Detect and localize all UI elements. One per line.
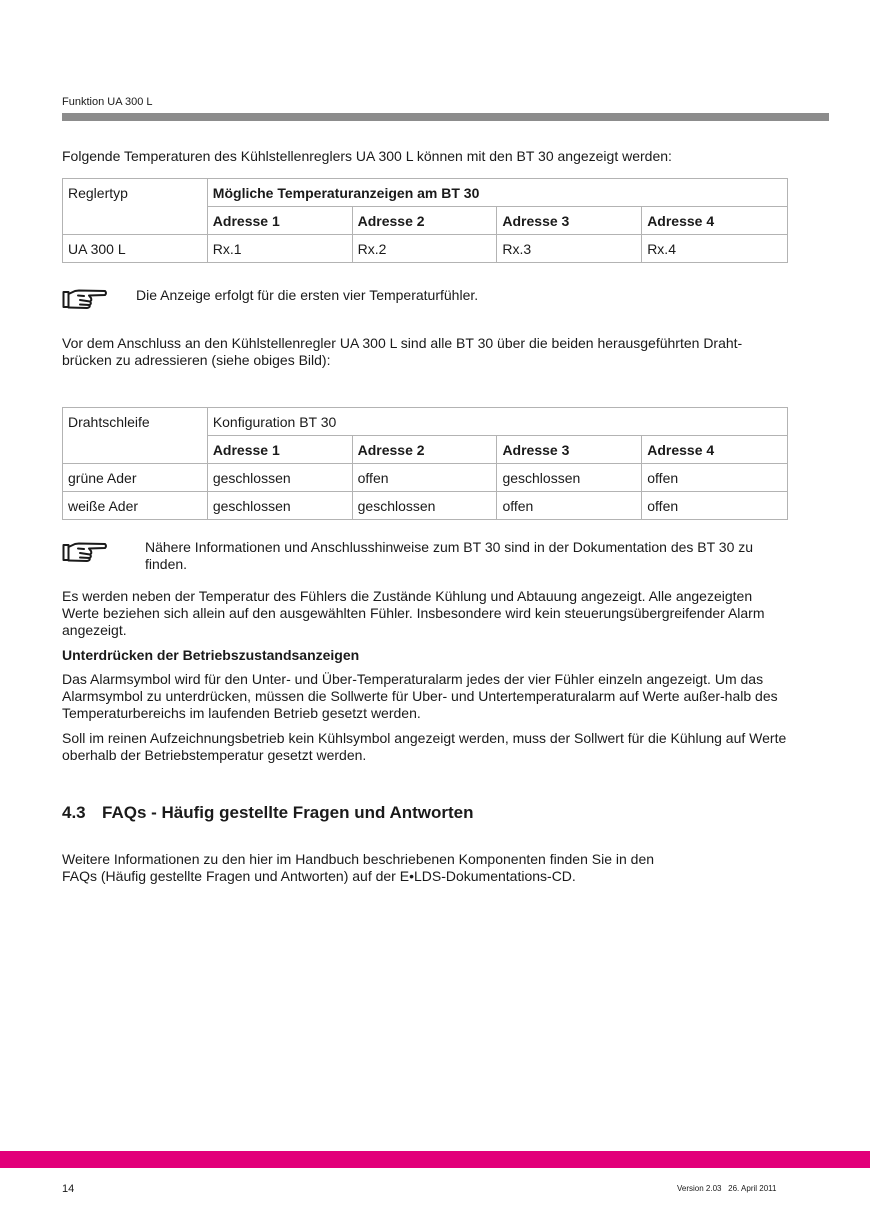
note-first-sensors: Die Anzeige erfolgt für die ersten vier Temperaturfühler. — [136, 287, 479, 303]
table-cell: offen — [642, 492, 788, 520]
temperature-display-table — [62, 178, 788, 263]
wire-configuration-table — [62, 407, 788, 520]
paragraph-faq-line-1: Weitere Informationen zu den hier im Handbuch beschriebenen Komponenten finden Sie in den — [62, 851, 655, 867]
table-row — [63, 235, 788, 263]
table-header-address-1: Adresse 1 — [207, 436, 352, 464]
table-cell: Rx.2 — [352, 235, 497, 263]
table-header-address-4: Adresse 4 — [642, 436, 788, 464]
version-info: Version 2.03 26. April 2011 — [677, 1184, 777, 1193]
paragraph-cooling: Soll im reinen Aufzeichnungsbetrieb kein Kühlsymbol angezeigt werden, muss der Sollwert für die Kühlung auf Werte oberhalb der Betriebstemperatur gesetzt werden. — [62, 730, 787, 763]
paragraph-faq-line-2: FAQs (Häufig gestellte Fragen und Antworten) auf der E•LDS-Dokumentations-CD. — [62, 868, 576, 884]
table-header-address-3: Adresse 3 — [497, 436, 642, 464]
note-bt30-documentation: Nähere Informationen und Anschlusshinweise zum BT 30 sind in der Dokumentation des BT 30 zu finden. — [145, 539, 754, 572]
table-cell: offen — [352, 464, 497, 492]
table-cell: Rx.1 — [207, 235, 352, 263]
section-title: FAQs - Häufig gestellte Fragen und Antworten — [102, 803, 474, 822]
table-cell: Rx.4 — [642, 235, 788, 263]
table-header-address-2: Adresse 2 — [352, 207, 497, 235]
header-title: Funktion UA 300 L — [62, 96, 153, 108]
table-header-address-3: Adresse 3 — [497, 207, 642, 235]
table-header-address-4: Adresse 4 — [642, 207, 788, 235]
pointing-hand-icon — [62, 541, 108, 563]
pointing-hand-icon — [62, 288, 108, 310]
section-heading — [62, 803, 474, 823]
table-cell-label: UA 300 L — [63, 235, 208, 263]
header-bar — [62, 113, 829, 121]
table-cell: geschlossen — [497, 464, 642, 492]
paragraph-states: Es werden neben der Temperatur des Fühlers die Zustände Kühlung und Abtauung angezeigt. Alle angezeigten Werte beziehen sich allein auf den ausgewählten Fühler. Insbesondere wird kein steuerungsübergreifender Alarm angezeigt. — [62, 588, 765, 638]
table-header-address-2: Adresse 2 — [352, 436, 497, 464]
table-cell: geschlossen — [207, 492, 352, 520]
table-row — [63, 464, 788, 492]
table-cell: geschlossen — [207, 464, 352, 492]
table-group-header: Mögliche Temperaturanzeigen am BT 30 — [207, 179, 787, 207]
table-cell: offen — [642, 464, 788, 492]
table-cell-label: weiße Ader — [63, 492, 208, 520]
footer-bar — [0, 1151, 870, 1168]
paragraph-addressing: Vor dem Anschluss an den Kühlstellenregler UA 300 L sind alle BT 30 über die beiden herausgeführten Draht-brücken zu adressieren (siehe obiges Bild): — [62, 335, 743, 368]
table-row — [63, 492, 788, 520]
table-group-header: Konfiguration BT 30 — [207, 408, 787, 436]
paragraph-alarm: Das Alarmsymbol wird für den Unter- und Über-Temperaturalarm jedes der vier Fühler einzeln angezeigt. Um das Alarmsymbol zu unterdrücken, müssen die Sollwerte für Uber- und Untertemperaturalarm auf Werte außer-halb des Temperaturbereichs im laufenden Betrieb gesetzt werden. — [62, 671, 778, 721]
table-cell: offen — [497, 492, 642, 520]
table-header-address-1: Adresse 1 — [207, 207, 352, 235]
table-cell: geschlossen — [352, 492, 497, 520]
intro-paragraph: Folgende Temperaturen des Kühlstellenreglers UA 300 L können mit den BT 30 angezeigt werden: — [62, 148, 672, 164]
table-cell-label: grüne Ader — [63, 464, 208, 492]
section-number: 4.3 — [62, 803, 86, 822]
paragraph-faq — [62, 851, 822, 885]
subheading: Unterdrücken der Betriebszustandsanzeigen — [62, 647, 360, 663]
table-header-reglertyp: Reglertyp — [63, 179, 208, 235]
table-cell: Rx.3 — [497, 235, 642, 263]
page-number: 14 — [62, 1183, 75, 1195]
table-header-drahtschleife: Drahtschleife — [63, 408, 208, 464]
